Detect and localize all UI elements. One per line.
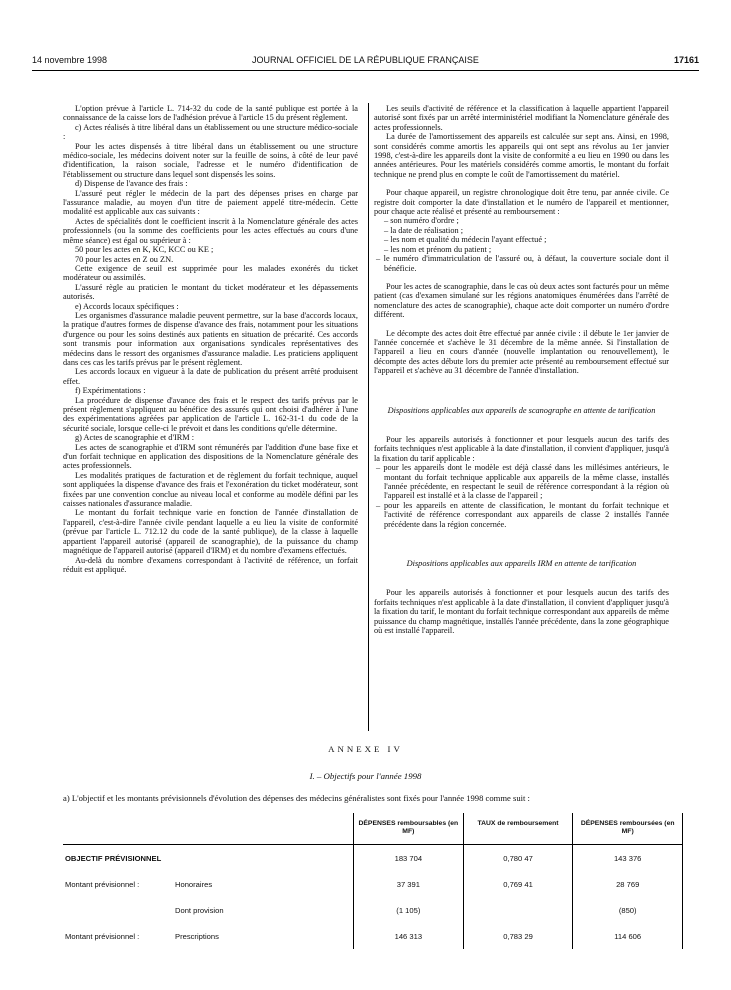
paragraph: Les organismes d'assurance maladie peuvent permettre, sur la base d'accords locaux, la pratique d'autres formes de dispense d'avance des frais, notamment pour les situations d'urgence ou pour les soins destinés aux patients en situation de précarité. Ces accords sont transmis pour information aux organisations syndicales représentatives des médecins dans le ressort des organismes d'assurance maladie. Les praticiens appliquent dans ces cas les tarifs prévus par le présent règlement. [63,310,358,367]
list-item: – les nom et prénom du patient ; [384,244,492,254]
table-cell: 114 606 [573,923,683,949]
table-cell: 183 704 [354,845,464,872]
row-label-sub: Prescriptions [175,931,219,941]
paragraph: c) Actes réalisés à titre libéral dans un établissement ou une structure médico-sociale : [63,122,358,142]
row-label-main: OBJECTIF PRÉVISIONNEL [65,853,162,863]
paragraph: La procédure de dispense d'avance des frais et le respect des tarifs prévus par le présent règlement s'appliquent au bénéfice des assurés qui ont choisi d'adhérer à l'une des expérimentations agréées par application de l'article L. 162-31-1 du code de la sécurité sociale, lorsque celle-ci le prévoit et dans les conditions qu'elle détermine. [63,395,358,433]
row-label [63,845,354,872]
annex-intro: a) L'objectif et les montants prévisionnels d'évolution des dépenses des médecins généralistes sont fixés pour l'année 1998 comme suit : [63,793,530,803]
header-depenses-remboursees: DÉPENSES remboursées (en MF) [573,813,683,845]
left-column [63,104,358,574]
table-row [63,845,683,872]
paragraph: 50 pour les actes en K, KC, KCC ou KE ; [75,245,214,255]
header-taux: TAUX de remboursement [463,813,573,845]
table-row [63,897,683,923]
paragraph: Les modalités pratiques de facturation et de règlement du forfait technique, auquel sont appliquées la dispense d'avance des frais et l'exonération du ticket modérateur, sont fixées par une convention conclue au niveau local et conforme au modèle défini par les caisses nationales d'assurance maladie. [63,470,358,509]
paragraph: Pour les appareils autorisés à fonctionner et pour lesquels aucun des tarifs des forfaits techniques n'est applicable à la date d'installation, il convient d'appliquer jusqu'à la fixation du tarif, le montant du forfait technique correspondant aux appareils de même puissance du champ magnétique, installés l'année précédente, dans la zone géographique où est installé l'appareil. [374,588,669,636]
paragraph: 70 pour les actes en Z ou ZN. [75,254,174,264]
list-item: – pour les appareils en attente de classification, le montant du forfait technique et l'activité de référence correspondant aux appareils de classe 2 installés l'année précédente dans la région concernée. [376,500,669,529]
header-page-number: 17161 [673,55,699,65]
paragraph: Cette exigence de seuil est supprimée pour les malades exonérés du ticket modérateur ou assimilés. [63,263,358,283]
table-cell: 0,783 29 [463,923,573,949]
section-heading: Dispositions applicables aux appareils IRM en attente de tarification [406,559,637,569]
paragraph: d) Dispense de l'avance des frais : [75,179,188,189]
table-row [63,923,683,949]
list-item: – les nom et qualité du médecin l'ayant effectué ; [384,235,547,245]
row-label-main: Montant prévisionnel : [65,879,140,889]
annex-subtitle [0,771,731,781]
table-row [63,871,683,897]
list-item: – pour les appareils dont le modèle est déjà classé dans les millésimes antérieurs, le montant du forfait technique applicable aux appareils de la même classe, installés l'année précédente, en respectant le seuil de référence correspondant à la région où l'appareil est installé et à la classe de l'appareil ; [376,463,669,501]
column-separator [368,103,369,731]
paragraph: Les seuils d'activité de référence et la classification à laquelle appartient l'appareil autorisé sont fixés par un arrêté interministériel modifiant la Nomenclature générale des actes professionnels. [374,104,669,132]
paragraph: Pour les appareils autorisés à fonctionner et pour lesquels aucun des tarifs des forfaits techniques n'est applicable à la date d'installation, il convient d'appliquer, jusqu'à la fixation du tarif applicable : [374,434,669,463]
annex-title: ANNEXE IV [328,744,403,754]
table-body [63,845,683,950]
table-cell: (1 105) [354,897,464,923]
table-cell: 146 313 [354,923,464,949]
row-label-sub: Dont provision [175,905,224,915]
row-label-sub: Honoraires [175,879,213,889]
annex-subtitle-text: I. – Objectifs pour l'année 1998 [309,771,422,781]
table-cell [463,897,573,923]
table-cell: 143 376 [573,845,683,872]
paragraph: Les actes de scanographie et d'IRM sont rémunérés par l'addition d'une base fixe et d'un forfait technique en application des dispositions de la Nomenclature générale des actes professionnels. [63,442,358,471]
header-blank [63,813,354,845]
paragraph: Pour les actes de scanographie, dans le cas où deux actes sont facturés pour un même patient (cas d'examen simulané sur les régions anatomiques énumérées dans l'arrêté de nomenclature des actes de scanographie), chaque acte doit comporter un numéro d'ordre différent. [374,281,669,320]
paragraph: Au-delà du nombre d'examens correspondant à l'activité de référence, un forfait réduit est appliqué. [63,555,358,574]
section-heading: Dispositions applicables aux appareils de scanographe en attente de tarification [387,405,656,415]
paragraph: L'option prévue à l'article L. 714-32 du code de la santé publique est portée à la connaissance de la caisse lors de l'adhésion prévue à l'article 15 du présent règlement. [63,104,358,123]
paragraph: La durée de l'amortissement des appareils est calculée sur sept ans. Ainsi, en 1998, sont considérés comme amortis les appareils qui ont sept ans révolus au 1er janvier 1998, c'est-à-dire les appareils dont la visite de conformité a eu lieu en 1990 ou dans les années antérieures. Pour les matériels considérés comme amortis, le montant du forfait technique ne prend plus en compte le coût de l'amortissement du matériel. [374,132,669,179]
row-label-main: Montant prévisionnel : [65,931,140,941]
paragraph: Pour les actes dispensés à titre libéral dans un établissement ou une structure médico-sociale, les médecins doivent noter sur la feuille de soins, à côté de leur pavé d'identification, la raison sociale, l'adresse et le numéro d'identification de l'établissement ou structure dans lequel sont dispensés les soins. [63,141,358,179]
table-cell: 28 769 [573,871,683,897]
row-label [63,923,354,949]
table-header-row [63,813,683,845]
paragraph: Actes de spécialités dont le coefficient inscrit à la Nomenclature générale des actes professionnels (ou la somme des coefficients pour les actes effectués au cours d'une même séance) est égal ou supérieur à : [63,216,358,245]
list-item: – la date de réalisation ; [384,225,464,235]
row-label [63,871,354,897]
row-label [63,897,354,923]
paragraph: Le montant du forfait technique varie en fonction de l'année d'installation de l'appareil, c'est-à-dire l'année civile pendant laquelle a eu lieu la visite de conformité (prévue par l'article L. 712.12 du code de la santé publique), de la classe à laquelle appartient l'appareil autorisé (appareil de scanographie), de la puissance du champ magnétique de l'appareil autorisé (appareil d'IRM) et du nombre d'examens effectués. [63,508,358,556]
table-cell: 37 391 [354,871,464,897]
paragraph: L'assuré règle au praticien le montant du ticket modérateur et les dépassements autorisés. [63,282,358,302]
paragraph: Les accords locaux en vigueur à la date de publication du présent arrêté produisent effet. [63,367,358,386]
table-cell: 0,769 41 [463,871,573,897]
table-cell: (850) [573,897,683,923]
table-cell: 0,780 47 [463,845,573,872]
paragraph: f) Expérimentations : [75,386,146,396]
list-item: – le numéro d'immatriculation de l'assuré ou, à défaut, la couverture sociale dont il bénéficie. [376,254,669,273]
page-header [32,55,699,69]
paragraph: e) Accords locaux spécifiques : [75,301,179,311]
paragraph: Pour chaque appareil, un registre chronologique doit être tenu, par année civile. Ce registre doit comporter la date d'installation et le numéro de l'appareil et mentionner, pour chaque acte réalisé et présenté au remboursement : [374,188,669,217]
paragraph: Le décompte des actes doit être effectué par année civile : il débute le 1er janvier de l'année concernée et s'achève le 31 décembre de la même année. Si l'installation de l'appareil a lieu en cours d'année (nouvelle implantation ou renouvellement), le décompte des actes débute lors du premier acte présenté au remboursement effectué sur l'appareil et s'achève au 31 décembre de l'année d'installation. [374,328,669,376]
right-column [374,104,669,635]
list-item: – son numéro d'ordre ; [384,216,459,226]
header-date: 14 novembre 1998 [32,55,108,65]
objectives-table [63,813,683,949]
header-rule [32,70,699,71]
paragraph: g) Actes de scanographie et d'IRM : [75,433,195,443]
header-journal: JOURNAL OFFICIEL DE LA RÉPUBLIQUE FRANÇAISE [252,55,479,65]
header-depenses-remboursables: DÉPENSES remboursables (en MF) [354,813,464,845]
paragraph: L'assuré peut régler le médecin de la part des dépenses prises en charge par l'assurance maladie, au moyen d'un titre de paiement appelé titre-médecin. Cette modalité est applicable aux cas suivants : [63,188,358,217]
